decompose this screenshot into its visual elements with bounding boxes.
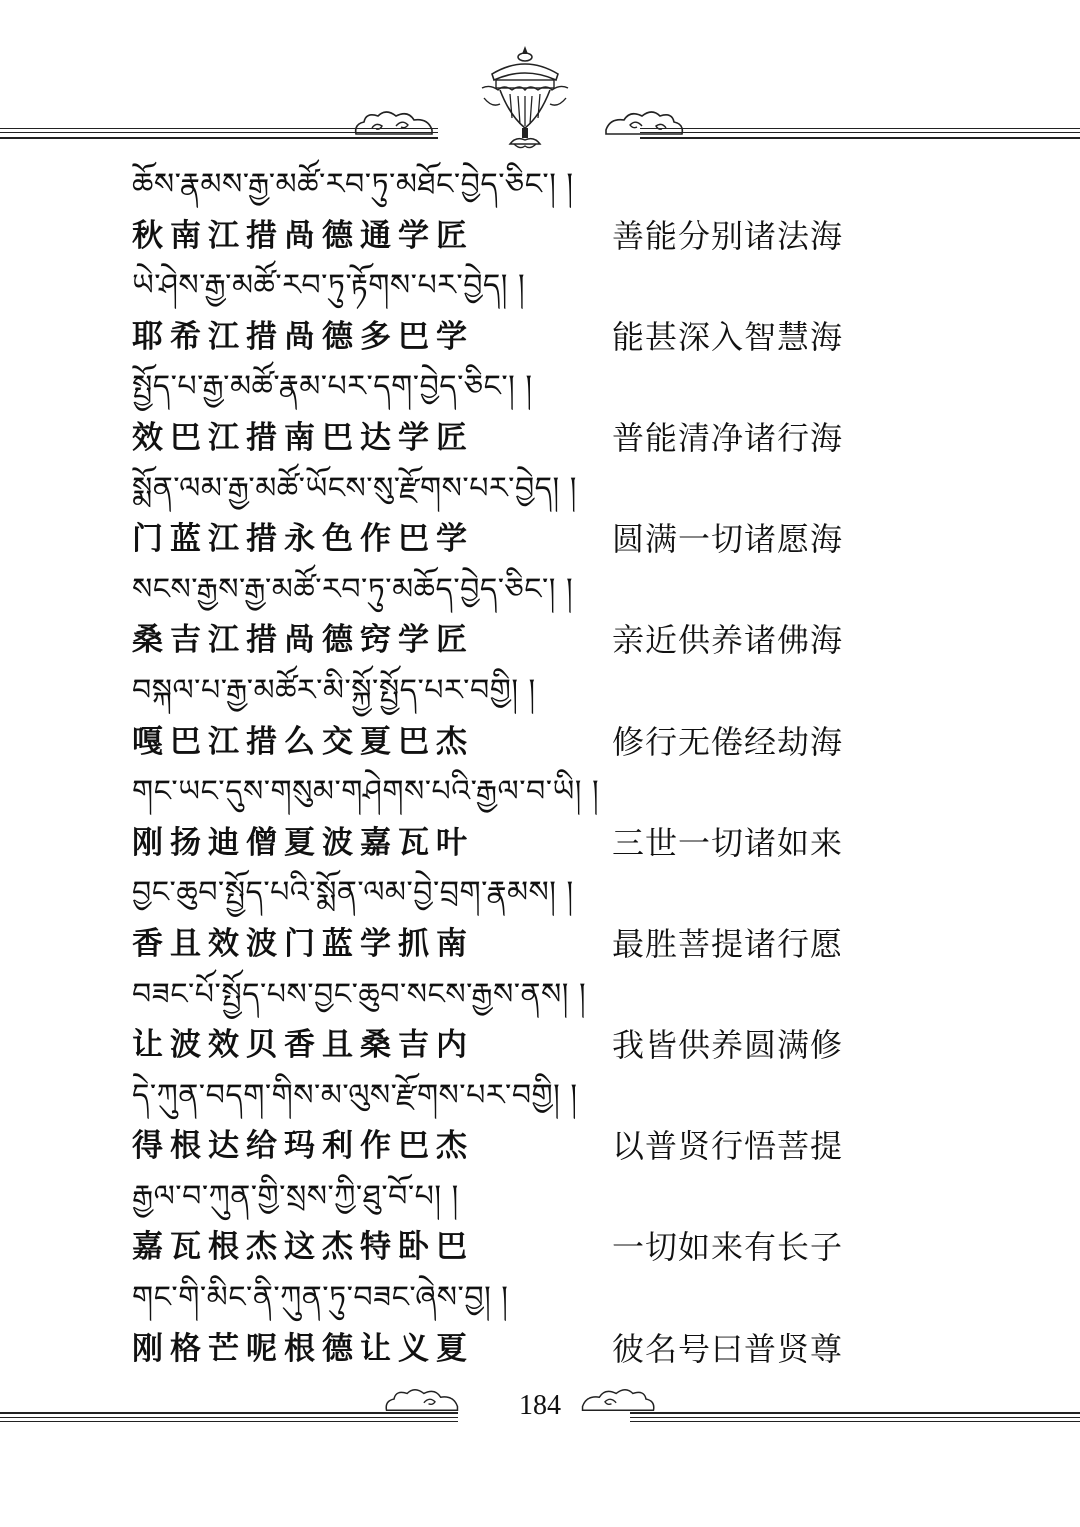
translation-line (132, 1020, 852, 1071)
header-rule-right (640, 128, 1080, 140)
cloud-footer-left-icon (382, 1386, 462, 1414)
tibetan-text: གང་ཡང་དུས་གསུམ་གཤེགས་པའི་རྒྱལ་བ་ཡི། ། (132, 774, 600, 810)
translation-line (132, 312, 852, 363)
tibetan-line (132, 868, 852, 919)
page-number: 184 (519, 1390, 561, 1421)
tibetan-line (132, 666, 852, 717)
chinese-translation-text: 能甚深入智慧海 (612, 317, 844, 356)
transliteration-text: 耶希江措咼德多巴学 (132, 318, 474, 355)
parasol-emblem-icon (470, 44, 580, 154)
transliteration-text: 嘉瓦根杰这杰特卧巴 (132, 1229, 474, 1266)
tibetan-text: དེ་ཀུན་བདག་གིས་མ་ལུས་རྫོགས་པར་བགྱི། ། (132, 1077, 578, 1113)
translation-line (132, 514, 852, 565)
tibetan-line (132, 362, 852, 413)
translation-line (132, 1222, 852, 1273)
tibetan-text: ཡེ་ཤེས་རྒྱ་མཚོ་རབ་ཏུ་རྟོགས་པར་བྱེད། ། (132, 268, 526, 304)
chinese-translation-text: 修行无倦经劫海 (612, 722, 844, 761)
translation-line (132, 1121, 852, 1172)
cloud-left-icon (352, 108, 436, 138)
tibetan-text: གང་གི་མིང་ནི་ཀུན་ཏུ་བཟང་ཞེས་བྱ། ། (132, 1280, 509, 1316)
verse-content (132, 160, 852, 1374)
transliteration-text: 桑吉江措咼德窍学匠 (132, 622, 474, 659)
footer-rule-right (630, 1412, 1080, 1424)
transliteration-text: 效巴江措南巴达学匠 (132, 419, 474, 456)
translation-line (132, 1324, 852, 1375)
translation-line (132, 717, 852, 768)
chinese-translation-text: 三世一切诸如来 (612, 823, 844, 862)
chinese-translation-text: 普能清净诸行海 (612, 418, 844, 457)
chinese-translation-text: 以普贤行悟菩提 (612, 1127, 844, 1166)
transliteration-text: 刚格芒呢根德让义夏 (132, 1330, 474, 1367)
translation-line (132, 818, 852, 869)
transliteration-text: 秋南江措咼德通学匠 (132, 217, 474, 254)
tibetan-line (132, 767, 852, 818)
translation-line (132, 211, 852, 262)
tibetan-line (132, 160, 852, 211)
chinese-translation-text: 亲近供养诸佛海 (612, 621, 844, 660)
tibetan-line (132, 970, 852, 1021)
transliteration-text: 得根达给玛利作巴杰 (132, 1128, 474, 1165)
translation-line (132, 413, 852, 464)
transliteration-text: 刚扬迪僧夏波嘉瓦叶 (132, 824, 474, 861)
translation-line (132, 615, 852, 666)
chinese-translation-text: 我皆供养圆满修 (612, 1026, 844, 1065)
translation-line (132, 919, 852, 970)
transliteration-text: 香且效波门蓝学抓南 (132, 925, 474, 962)
chinese-translation-text: 圆满一切诸愿海 (612, 520, 844, 559)
transliteration-text: 嘎巴江措么交夏巴杰 (132, 723, 474, 760)
chinese-translation-text: 最胜菩提诸行愿 (612, 924, 844, 963)
tibetan-line (132, 464, 852, 515)
cloud-right-icon (602, 108, 686, 138)
tibetan-line (132, 261, 852, 312)
chinese-translation-text: 善能分别诸法海 (612, 216, 844, 255)
tibetan-text: བཟང་པོ་སྤྱོད་པས་བྱང་ཆུབ་སངས་རྒྱས་ནས། ། (132, 976, 587, 1012)
tibetan-line (132, 565, 852, 616)
tibetan-text: བྱང་ཆུབ་སྤྱོད་པའི་སྨོན་ལམ་བྱེ་བྲག་རྣམས། ། (132, 875, 574, 911)
chinese-translation-text: 彼名号曰普贤尊 (612, 1329, 844, 1368)
tibetan-text: རྒྱལ་བ་ཀུན་གྱི་སྲས་ཀྱི་ཐུ་བོ་པ། ། (132, 1178, 459, 1214)
chinese-translation-text: 一切如来有长子 (612, 1228, 844, 1267)
tibetan-line (132, 1273, 852, 1324)
tibetan-line (132, 1172, 852, 1223)
tibetan-text: ཆོས་རྣམས་རྒྱ་མཚོ་རབ་ཏུ་མཐོང་བྱེད་ཅིང་། ། (132, 167, 574, 202)
transliteration-text: 让波效贝香且桑吉内 (132, 1027, 474, 1064)
tibetan-text: སྤྱོད་པ་རྒྱ་མཚོ་རྣམ་པར་དག་བྱེད་ཅིང་། ། (132, 369, 533, 405)
tibetan-line (132, 1071, 852, 1122)
transliteration-text: 门蓝江措永色作巴学 (132, 521, 474, 558)
tibetan-text: སངས་རྒྱས་རྒྱ་མཚོ་རབ་ཏུ་མཆོད་བྱེད་ཅིང་། ། (132, 571, 574, 607)
tibetan-text: སྨོན་ལམ་རྒྱ་མཚོ་ཡོངས་སུ་རྫོགས་པར་བྱེད། ། (132, 470, 577, 506)
tibetan-text: བསྐལ་པ་རྒྱ་མཚོར་མི་སྐྱོ་སྤྱོད་པར་བགྱི། ། (132, 672, 536, 708)
